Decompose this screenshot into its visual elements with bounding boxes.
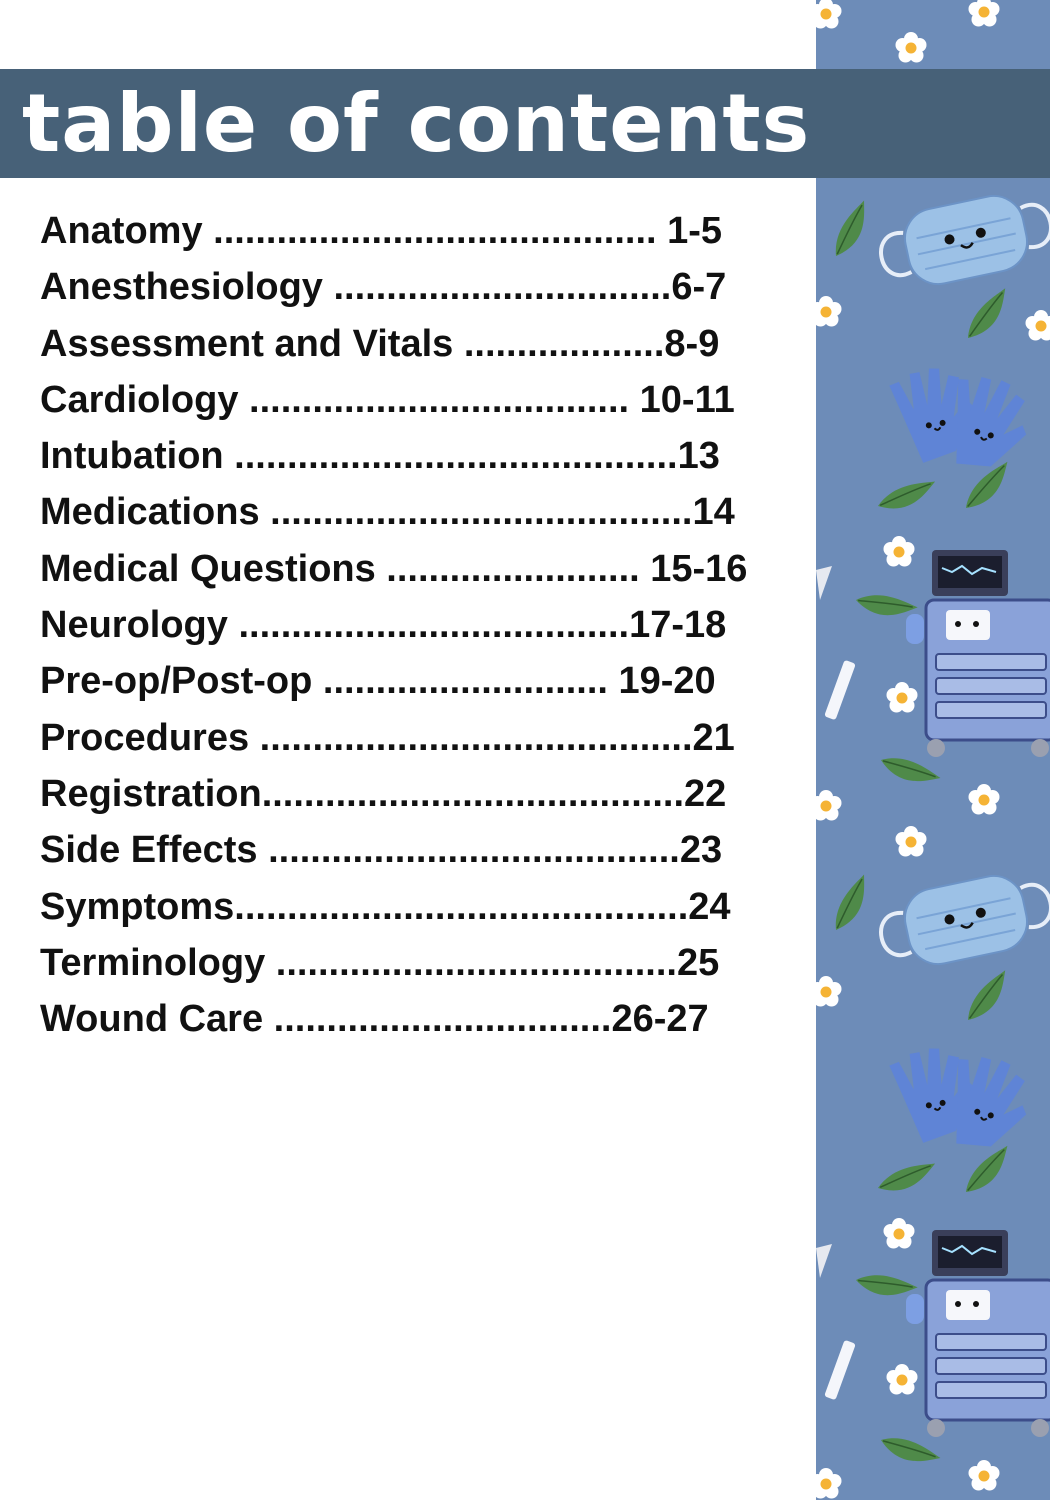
anesthesia-machine-icon <box>906 550 1050 1437</box>
toc-entry: Cardiology .................................... 10-11 <box>40 378 735 421</box>
toc-entry: Registration........................................22 <box>40 772 727 815</box>
glove-icon <box>888 362 1039 1159</box>
toc-entry: Symptoms...........................................24 <box>40 885 731 928</box>
decorative-pattern-strip <box>816 0 1050 1500</box>
toc-entry: Side Effects .......................................23 <box>40 829 723 872</box>
toc-entry: Assessment and Vitals ...................8-9 <box>40 322 720 365</box>
toc-entry: Medications ........................................14 <box>40 491 735 534</box>
toc-list <box>40 205 810 1049</box>
title-banner <box>0 69 1050 178</box>
page-title: table of contents <box>22 77 811 170</box>
toc-entry: Intubation ..........................................13 <box>40 435 720 478</box>
toc-entry: Anesthesiology ................................6-7 <box>40 266 727 309</box>
toc-entry: Anatomy .......................................... 1-5 <box>40 210 723 252</box>
toc-entry: Medical Questions ........................ 15-16 <box>40 547 748 590</box>
toc-entry: Procedures .........................................21 <box>40 716 735 759</box>
toc-entry: Terminology ......................................25 <box>40 941 720 984</box>
toc-entry: Neurology .....................................17-18 <box>40 604 727 647</box>
toc-entry: Pre-op/Post-op ........................... 19-20 <box>40 660 716 703</box>
toc-entry: Wound Care ................................26-27 <box>40 998 709 1041</box>
